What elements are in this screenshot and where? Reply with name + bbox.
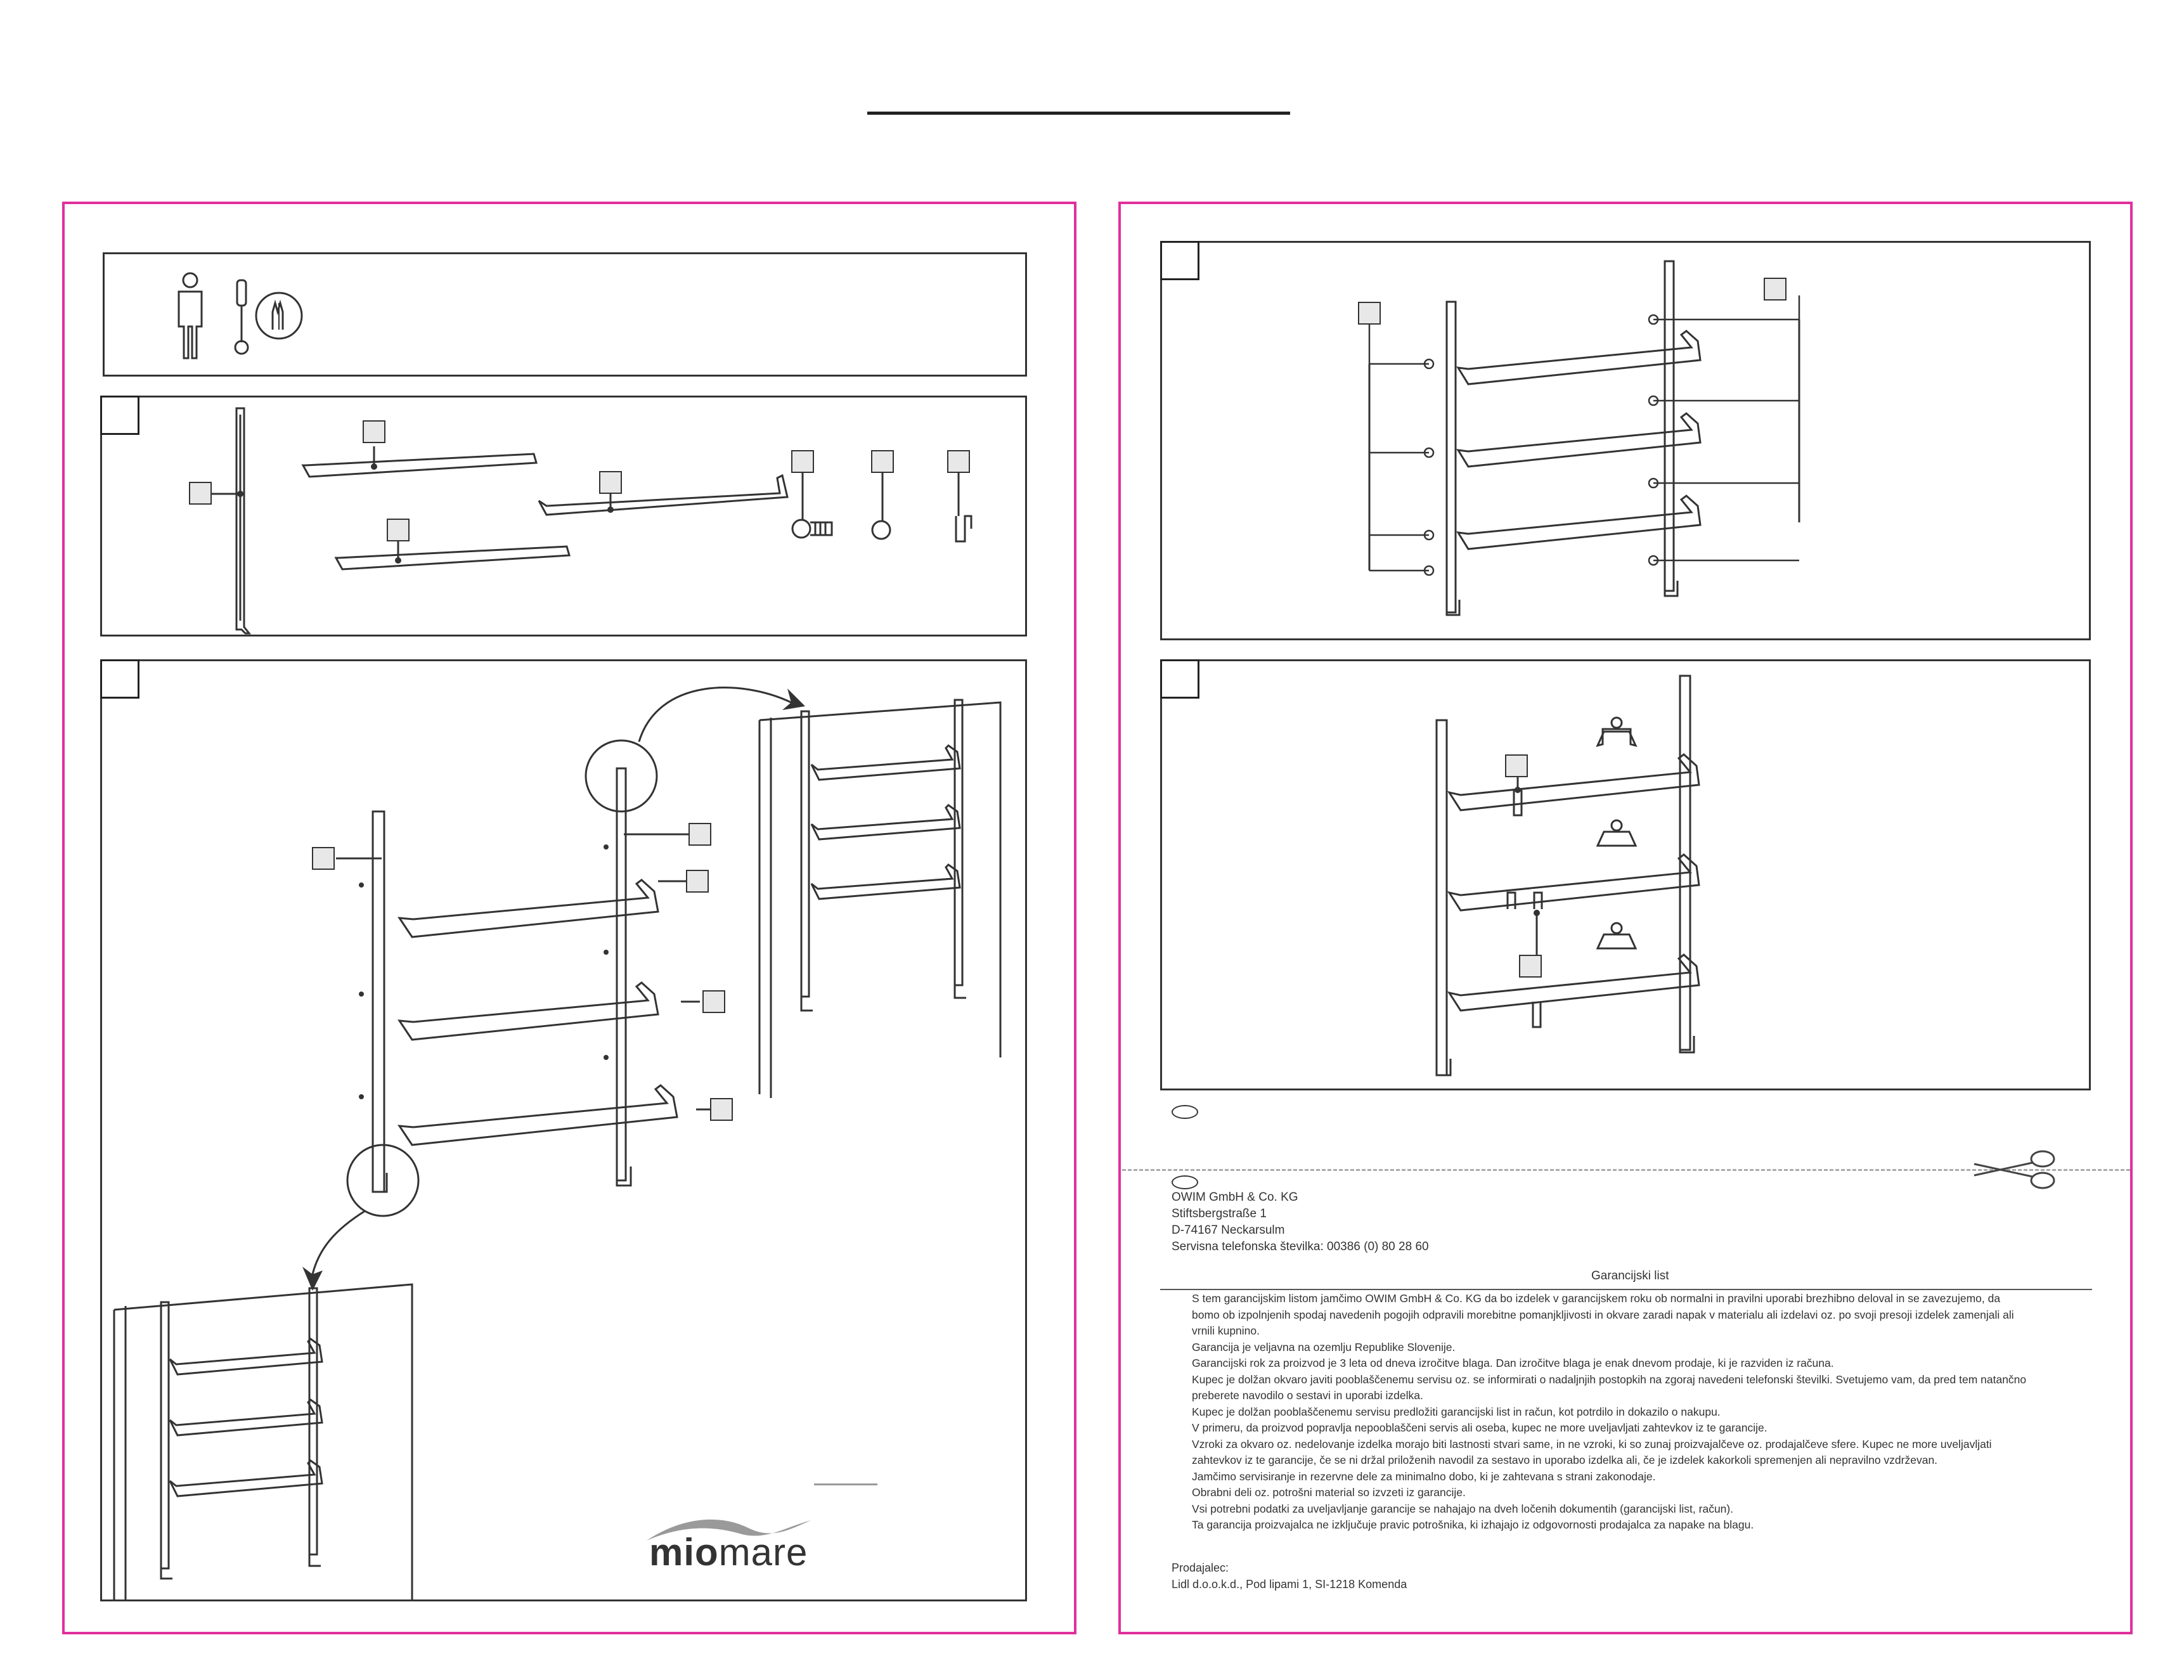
warranty-title: Garancijski list xyxy=(1591,1269,1669,1283)
label-box-i xyxy=(688,823,711,846)
label-box-n xyxy=(1764,278,1787,300)
warranty-line: V primeru, da proizvod popravlja nepooblaščeni servis ali oseba, kupec ne more uveljavljati zahtevkov iz te garancije. xyxy=(1192,1421,1767,1434)
company-address xyxy=(1172,1189,1429,1255)
seller-block xyxy=(1172,1560,1407,1593)
label-box-l xyxy=(710,1098,733,1121)
warranty-line: vrnili kupnino. xyxy=(1192,1324,1260,1337)
label-box-k xyxy=(702,990,725,1013)
step2-drawing xyxy=(1160,241,2091,640)
label-box-g xyxy=(947,450,970,473)
label-box-p xyxy=(1519,955,1542,978)
title-rule xyxy=(867,112,1290,115)
warranty-line: S tem garancijskim listom jamčimo OWIM GmbH & Co. KG da bo izdelek v garancijskem roku ob normalni in pravilni uporabi brezhibno deloval in se zavezujemo, da xyxy=(1192,1292,2001,1305)
label-box-b xyxy=(363,420,385,443)
step1-drawing xyxy=(100,659,1027,1601)
warranty-line: Garancija je veljavna na ozemlju Republike Slovenije. xyxy=(1192,1340,1456,1354)
weight-icon xyxy=(1598,718,1636,948)
oval-mark-2 xyxy=(1172,1175,1198,1189)
brand-line xyxy=(814,1483,877,1485)
label-box-m xyxy=(1358,302,1381,325)
warranty-line: Garancijski rok za proizvod je 3 leta od dneva izročitve blaga. Dan izročitve blaga je enak dnevom prodaje, ki je razviden iz računa. xyxy=(1192,1357,1834,1369)
warranty-line: Vzroki za okvaro oz. nedelovanje izdelka morajo biti lastnosti stvari same, in ne vzroki, ki so zunaj proizvajalčeve oz. prodajalčeve sfere. Kupec ne more uveljavljati xyxy=(1192,1437,1992,1451)
warranty-line: Vsi potrebni podatki za uveljavljanje garancije se nahajajo na dveh ločenih dokumentih (garancijski list, račun). xyxy=(1192,1502,1734,1515)
company-name: OWIM GmbH & Co. KG xyxy=(1172,1191,1298,1204)
label-box-d xyxy=(599,471,622,494)
warranty-line: zahtevkov iz te garancije, če se ni držal priloženih navodil za sestavo in uporabo izdelka ali, če je izdelek kakorkoli spremenjen ali nepravilno vzdrževan. xyxy=(1192,1454,1938,1466)
warranty-line: preberete navodilo o sestavi in uporabi izdelka. xyxy=(1192,1389,1423,1402)
warranty-line: Kupec je dolžan okvaro javiti pooblaščenemu servisu oz. se informirati o nadaljnjih postopkih na zgoraj navedeni telefonski številki. Svetujemo vam, da pred tem natančno xyxy=(1192,1373,2027,1386)
service-phone: Servisna telefonska številka: 00386 (0) 80 28 60 xyxy=(1172,1240,1429,1253)
warranty-line: Obrabni deli oz. potrošni material so izvzeti iz garancije. xyxy=(1192,1486,1466,1499)
label-box-c xyxy=(387,519,410,541)
gloves-icon xyxy=(254,290,304,341)
seller-label: Prodajalec: xyxy=(1172,1561,1229,1574)
label-box-o xyxy=(1505,754,1528,777)
warranty-line: Kupec je dolžan pooblaščenemu servisu predložiti garancijski list in račun, kot potrdilo in dokazilo o nakupu. xyxy=(1192,1405,1721,1418)
screwdriver-icon xyxy=(232,279,251,355)
step3-drawing xyxy=(1160,659,2091,1090)
label-box-a xyxy=(189,482,212,505)
company-city: D-74167 Neckarsulm xyxy=(1172,1224,1285,1237)
brand-bold: mio xyxy=(649,1531,719,1573)
label-box-f xyxy=(871,450,894,473)
oval-mark-1 xyxy=(1172,1105,1198,1119)
company-street: Stiftsbergstraße 1 xyxy=(1172,1207,1267,1220)
label-box-h xyxy=(312,847,335,870)
warranty-text xyxy=(1192,1291,2079,1534)
seller-address: Lidl d.o.o.k.d., Pod lipami 1, SI-1218 Komenda xyxy=(1172,1578,1407,1591)
warranty-line: Ta garancija proizvajalca ne izključuje pravic potrošnika, ki izhajajo iz odgovornosti prodajalca za napake na blagu. xyxy=(1192,1518,1754,1531)
warranty-line: Jamčimo servisiranje in rezervne dele za minimalno dobo, ki je zahtevana s strani zakonodaje. xyxy=(1192,1470,1656,1483)
brand-regular: mare xyxy=(718,1531,808,1573)
label-box-e xyxy=(791,450,814,473)
brand-logo xyxy=(649,1530,808,1574)
warranty-rule xyxy=(1160,1289,2092,1290)
parts-drawing xyxy=(100,396,1027,636)
warranty-line: bomo ob izpolnjenih spodaj navedenih pogojih odpravili morebitne pomanjkljivosti in okvare zaradi napak v materialu ali izdelavi oz. po svoji presoji izdelek zamenjali ali xyxy=(1192,1308,2014,1321)
scissors-icon xyxy=(1972,1147,2060,1192)
label-box-j xyxy=(686,870,709,893)
person-icon xyxy=(171,271,209,360)
